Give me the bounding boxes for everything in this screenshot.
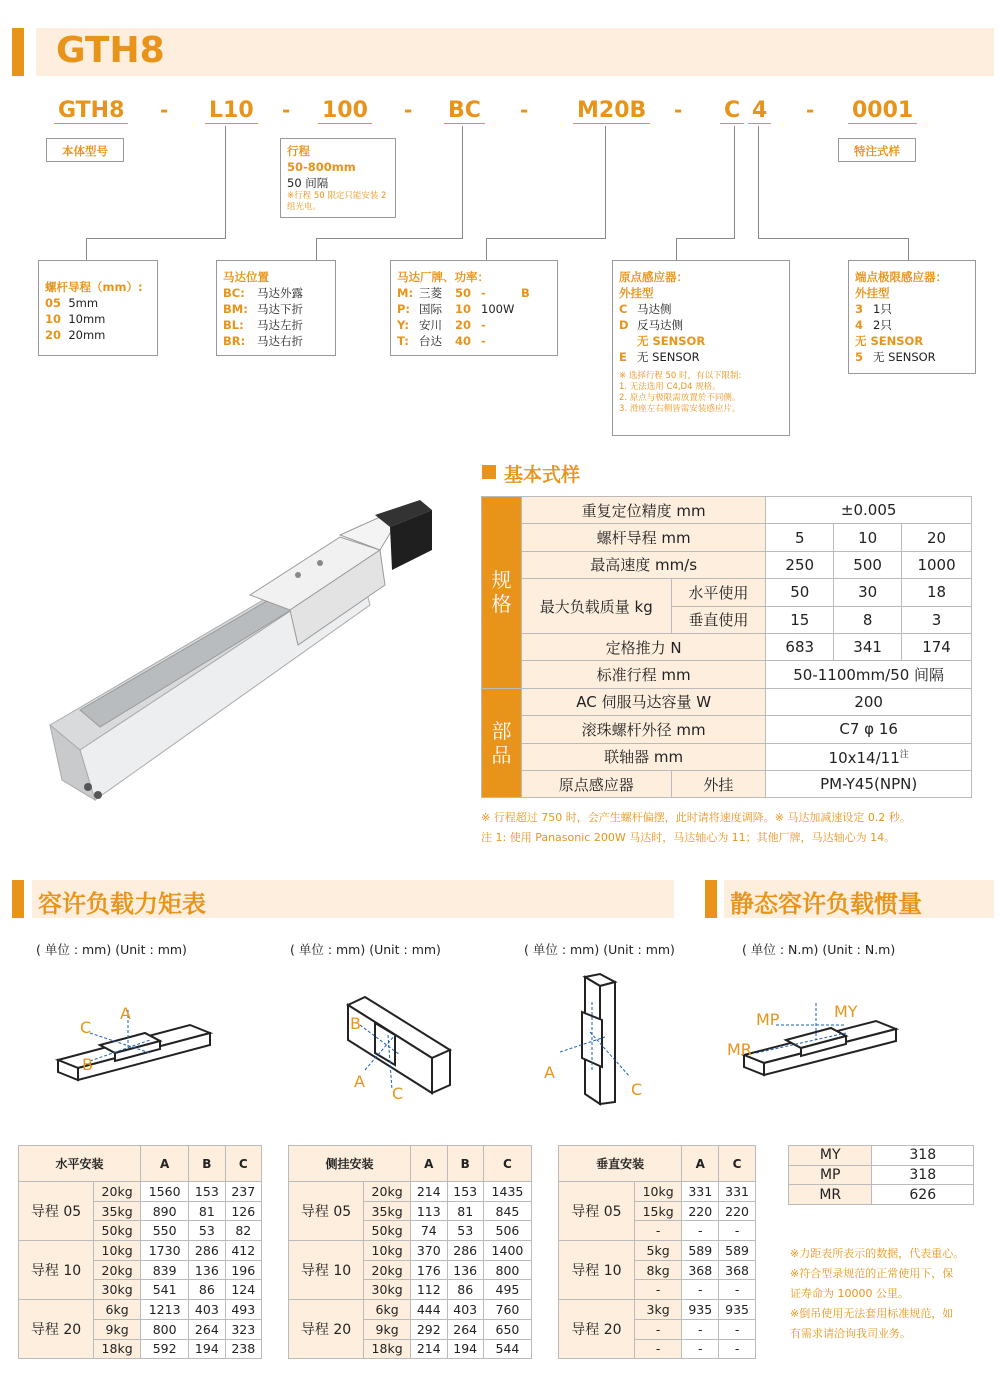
connector-line [734,126,735,238]
table-cell: 136 [447,1260,483,1280]
lead-box: 螺杆导程（mm）: 05 5mm 10 10mm 20 20mm [38,260,158,356]
connector-line [758,238,908,239]
spec-heading: 基本式样 [504,464,581,486]
table-cell: 20kg [364,1260,411,1280]
table-cell: 81 [447,1201,483,1221]
motor-brand-box: 马达厂牌、功率： M: 三菱 50 - B P: 国际 10 100W Y: 安川 20 - T: 台达 40 - [390,260,558,356]
table-cell: 74 [411,1221,447,1241]
table-cell: 318 [872,1165,974,1185]
table-cell: 53 [189,1221,225,1241]
table-cell: 845 [483,1201,531,1221]
side-label-spec: 规格 [482,497,522,689]
table-cell: MR [789,1185,872,1205]
code-part-stroke: 100 [318,98,372,124]
table-cell: 153 [189,1182,225,1202]
column-header: A [141,1146,189,1182]
code-dash: - [404,98,413,122]
table-cell: 292 [411,1319,447,1339]
table-cell: 589 [682,1241,719,1261]
table-cell: 86 [447,1280,483,1300]
motor-position-box: 马达位置 BC: 马达外露 BM: 马达下折 BL: 马达左折 BR: 马达右折 [216,260,336,356]
title-band [36,28,994,76]
column-header: 侧挂安装 [289,1146,411,1182]
table-cell: - [634,1280,682,1300]
table-cell: 220 [682,1201,719,1221]
table-cell: 323 [225,1319,261,1339]
table-cell: 86 [189,1280,225,1300]
table-cell: 506 [483,1221,531,1241]
table-cell: 112 [411,1280,447,1300]
table-cell: 3kg [634,1300,682,1320]
table-row: 规格 重复定位精度 mm ±0.005 [482,497,972,524]
diagram-label: C [392,1084,404,1103]
title-accent-bar [12,28,24,76]
table-cell: 1730 [141,1241,189,1261]
unit-label: ( 单位 : N.m) (Unit : N.m) [742,942,896,957]
table-cell: - [719,1221,756,1241]
table-cell: 113 [411,1201,447,1221]
spec-note-1: ※ 行程超过 750 时，会产生螺杆偏摆，此时请将速度调降。※ 马达加减速设定 0.2 秒。 [481,811,911,824]
table-cell: 318 [872,1146,974,1166]
table-cell: - [682,1280,719,1300]
table-header-row [289,1146,532,1182]
table-cell: 50kg [364,1221,411,1241]
table-cell: 82 [225,1221,261,1241]
spec-heading-square [482,465,496,479]
vertical-moment-table [558,1145,756,1359]
table-row: 标准行程 mm 50-1100mm/50 间隔 [482,661,972,688]
diagram-label: MY [834,1002,858,1021]
column-header: A [411,1146,447,1182]
table-row: 定格推力 N 683 341 174 [482,633,972,660]
diagram-label: MP [756,1010,780,1029]
table-cell: 493 [225,1300,261,1320]
table-cell: 50kg [94,1221,141,1241]
page-title: GTH8 [56,30,165,71]
table-cell: 264 [189,1319,225,1339]
table-cell: 194 [447,1339,483,1359]
table-cell: 370 [411,1241,447,1261]
table-cell: 1400 [483,1241,531,1261]
table-cell: 592 [141,1339,189,1359]
table-cell: 1435 [483,1182,531,1202]
table-row: 联轴器 mm $10x14/11^注$ [482,743,972,770]
side-moment-table [288,1145,532,1359]
code-dash: - [160,98,169,122]
unit-label: ( 单位 : mm) (Unit : mm) [524,942,675,957]
table-cell: - [634,1339,682,1359]
table-cell: MP [789,1165,872,1185]
table-cell: 10kg [364,1241,411,1261]
horizontal-moment-table [18,1145,262,1359]
table-cell: 541 [141,1280,189,1300]
table-cell: - [719,1280,756,1300]
table-cell: 20kg [94,1260,141,1280]
table-cell: 1213 [141,1300,189,1320]
table-row [559,1182,756,1202]
table-cell: - [719,1339,756,1359]
table-row: 螺杆导程 mm 5 10 20 [482,524,972,551]
group-label: 导程 20 [559,1300,635,1359]
table-cell: - [682,1339,719,1359]
table-row [789,1165,974,1185]
code-part-special: 0001 [848,98,917,124]
connector-line [486,238,606,239]
moment-accent-bar [12,880,24,918]
diagram-label: C [80,1018,92,1037]
diagram-horizontal [50,995,220,1085]
table-cell: - [719,1319,756,1339]
table-row: 滚珠螺杆外径 mm C7 φ 16 [482,716,972,743]
table-cell: - [634,1221,682,1241]
stroke-box: 行程 50-800mm 50 间隔 ※行程 50 限定只能安装 2 组光电。 [280,138,396,218]
diagram-label: MR [727,1040,752,1059]
table-cell: 194 [189,1339,225,1359]
column-header: C [225,1146,261,1182]
table-cell: 10kg [94,1241,141,1261]
table-cell: 81 [189,1201,225,1221]
table-cell: 196 [225,1260,261,1280]
table-cell: 136 [189,1260,225,1280]
table-cell: - [682,1319,719,1339]
table-cell: 176 [411,1260,447,1280]
connector-line [486,238,487,260]
connector-line [462,126,463,238]
table-cell: 264 [447,1319,483,1339]
table-cell: 237 [225,1182,261,1202]
diagram-inertia [736,995,906,1085]
table-cell: 10kg [634,1182,682,1202]
diagram-label: B [350,1014,361,1033]
group-label: 导程 10 [289,1241,364,1300]
table-cell: 214 [411,1339,447,1359]
group-label: 导程 05 [289,1182,364,1241]
table-cell: 18kg [364,1339,411,1359]
table-cell: 760 [483,1300,531,1320]
table-cell: 403 [189,1300,225,1320]
connector-line [86,238,87,260]
table-cell: 589 [719,1241,756,1261]
code-dash: - [806,98,815,122]
column-header: C [719,1146,756,1182]
table-cell: 126 [225,1201,261,1221]
diagram-vertical [560,972,643,1107]
table-cell: 412 [225,1241,261,1261]
table-cell: 8kg [634,1260,682,1280]
connector-line [316,238,317,260]
table-header-row [559,1146,756,1182]
connector-line [908,238,909,260]
group-label: 导程 20 [289,1300,364,1359]
table-cell: 890 [141,1201,189,1221]
connector-line [86,238,226,239]
connector-line [316,238,463,239]
table-row [559,1241,756,1261]
table-cell: 35kg [364,1201,411,1221]
table-cell: 35kg [94,1201,141,1221]
table-cell: 800 [483,1260,531,1280]
column-header: A [682,1146,719,1182]
code-part-origin: C [720,98,744,124]
table-cell: 550 [141,1221,189,1241]
group-label: 导程 05 [19,1182,94,1241]
inertia-heading: 静态容许负载惯量 [730,890,922,918]
table-row [289,1300,532,1320]
table-cell: 1560 [141,1182,189,1202]
code-part-motor-pos: BC [444,98,485,124]
column-header: 水平安装 [19,1146,141,1182]
table-row [19,1300,262,1320]
table-cell: 800 [141,1319,189,1339]
code-part-motor: M20B [573,98,650,124]
limit-sensor-box: 端点极限感应器： 外挂型 3 1只 4 2只 无 SENSOR 5 无 SENSOR [848,260,976,374]
connector-line [676,238,735,239]
table-cell: 444 [411,1300,447,1320]
table-row [289,1182,532,1202]
table-row: 部品 AC 伺服马达容量 W 200 [482,688,972,715]
table-cell: 368 [719,1260,756,1280]
inertia-notes: ※力距表所表示的数据，代表重心。 ※符合型录规范的正常使用下，保 证寿命为 10000 公里。 ※倒吊使用无法套用标准规范，如 有需求请洽询我司业务。 [790,1247,965,1340]
table-cell: 650 [483,1319,531,1339]
group-label: 导程 10 [559,1241,635,1300]
table-cell: 124 [225,1280,261,1300]
column-header: C [483,1146,531,1182]
moment-heading: 容许负载力矩表 [38,890,206,918]
code-dash: - [282,98,291,122]
table-cell: 331 [719,1182,756,1202]
table-cell: 839 [141,1260,189,1280]
connector-line [676,238,677,260]
table-cell: 20kg [94,1182,141,1202]
group-label: 导程 20 [19,1300,94,1359]
table-row [19,1182,262,1202]
connector-line [605,126,606,238]
table-cell: 9kg [94,1319,141,1339]
code-part-gth8: GTH8 [54,98,128,124]
label-special-box: 特注式样 [838,138,916,162]
table-cell: 20kg [364,1182,411,1202]
table-row [789,1146,974,1166]
table-row: 最大负载质量 kg 水平使用 50 30 18 [482,579,972,606]
table-cell: 15kg [634,1201,682,1221]
table-cell: 331 [682,1182,719,1202]
table-row: 垂直使用 15 8 3 [482,606,972,633]
table-cell: 935 [682,1300,719,1320]
table-cell: 368 [682,1260,719,1280]
inertia-accent-bar [705,880,717,918]
diagram-label: A [354,1072,365,1091]
group-label: 导程 10 [19,1241,94,1300]
table-row: 最高速度 mm/s 250 500 1000 [482,551,972,578]
diagram-label: A [544,1063,555,1082]
column-header: B [447,1146,483,1182]
table-row [19,1241,262,1261]
table-cell: - [634,1319,682,1339]
basic-spec-table [481,496,972,798]
table-cell: 544 [483,1339,531,1359]
table-row [789,1185,974,1205]
diagram-label: B [82,1055,93,1074]
group-label: 导程 05 [559,1182,635,1241]
table-cell: 238 [225,1339,261,1359]
table-row [559,1300,756,1320]
table-row [289,1241,532,1261]
code-dash: - [674,98,683,122]
table-cell: 5kg [634,1241,682,1261]
table-cell: 30kg [94,1280,141,1300]
table-cell: 6kg [364,1300,411,1320]
connector-line [225,126,226,238]
table-cell: 53 [447,1221,483,1241]
diagram-label: A [120,1004,131,1023]
table-cell: 495 [483,1280,531,1300]
origin-sensor-box: 原点感应器： 外挂型 C 马达侧 D 反马达侧 无 SENSOR E 无 SENSOR ※ 选择行程 50 时，有以下限制: 1. 无法选用 C4,D4 规格。 2. 原点与极限需放置於不同侧。 3. 滑座左右侧皆需安装感应片。 [612,260,790,436]
table-cell: 935 [719,1300,756,1320]
table-cell: 153 [447,1182,483,1202]
table-cell: 403 [447,1300,483,1320]
table-cell: 286 [447,1241,483,1261]
table-cell: 626 [872,1185,974,1205]
column-header: B [189,1146,225,1182]
table-cell: 18kg [94,1339,141,1359]
unit-label: ( 单位 : mm) (Unit : mm) [36,942,187,957]
table-row: 原点感应器 外挂 PM-Y45(NPN) [482,770,972,797]
label-body-box: 本体型号 [46,138,124,162]
connector-line [758,126,759,238]
table-cell: 6kg [94,1300,141,1320]
table-cell: 30kg [364,1280,411,1300]
side-label-parts: 部品 [482,688,522,798]
table-cell: 220 [719,1201,756,1221]
code-part-lead: L10 [205,98,258,124]
table-cell: 286 [189,1241,225,1261]
column-header: 垂直安装 [559,1146,682,1182]
spec-note-2: 注 1: 使用 Panasonic 200W 马达时，马达轴心为 11；其他厂牌，马达轴心为 14。 [481,831,896,844]
product-image [40,495,460,810]
table-cell: 9kg [364,1319,411,1339]
diagram-label: C [631,1080,643,1099]
table-cell: MY [789,1146,872,1166]
code-dash: - [520,98,529,122]
unit-label: ( 单位 : mm) (Unit : mm) [290,942,441,957]
inertia-table [788,1145,974,1205]
code-part-limit: 4 [748,98,771,124]
table-cell: 214 [411,1182,447,1202]
table-header-row [19,1146,262,1182]
table-cell: - [682,1221,719,1241]
